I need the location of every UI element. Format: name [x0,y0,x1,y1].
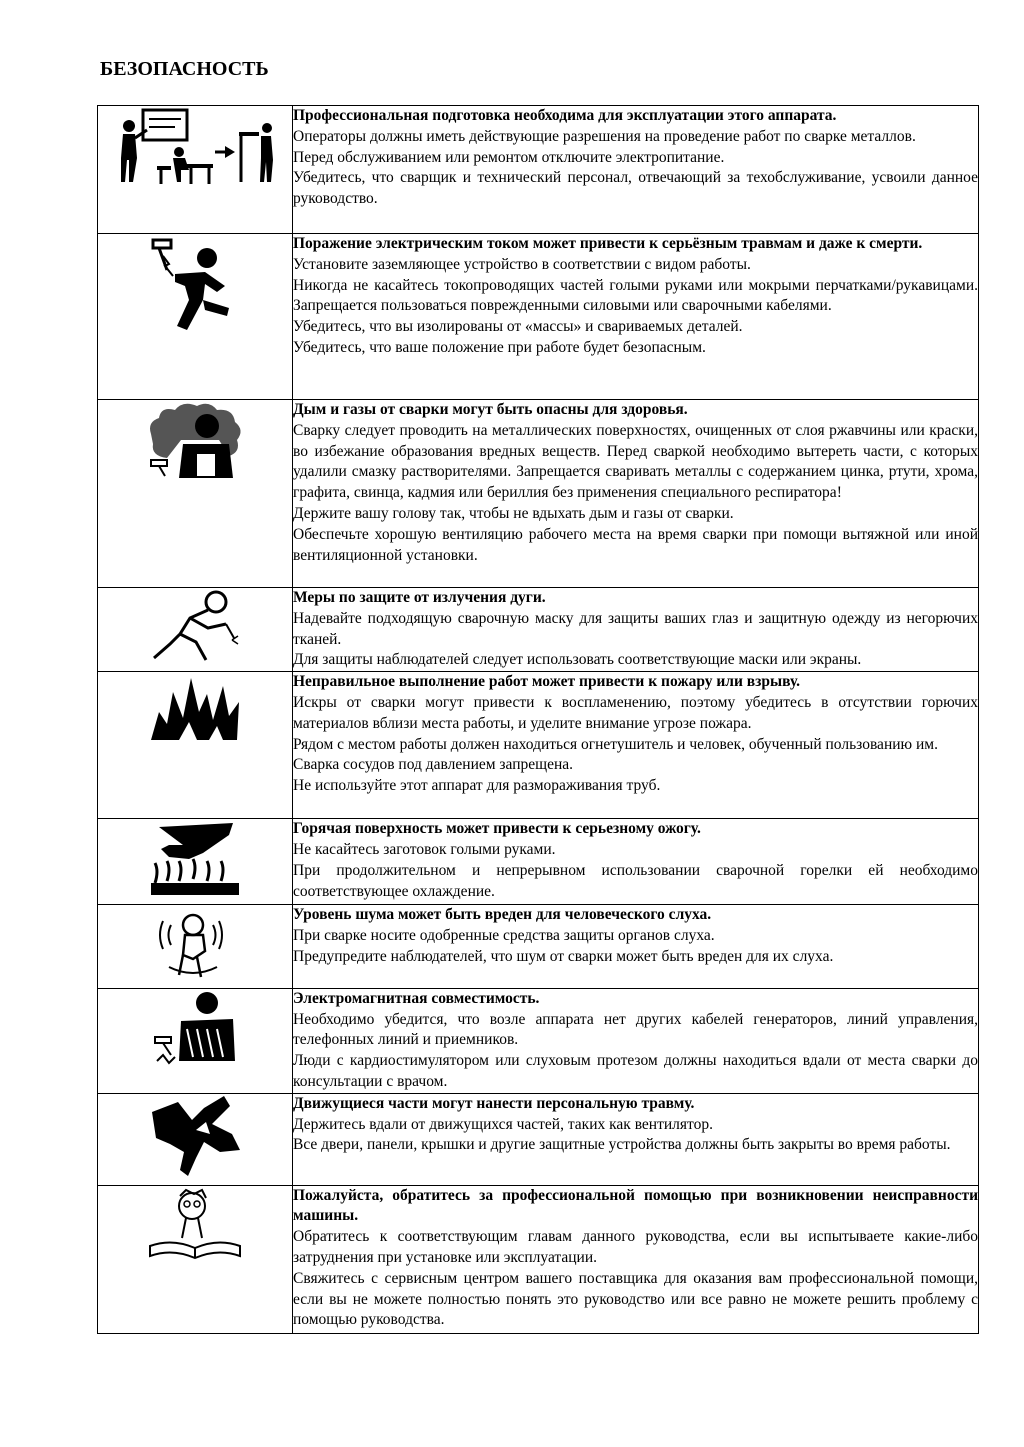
row-text: Держите вашу голову так, чтобы не вдыхать дым и газы от сварки. [293,504,734,522]
row-text: Операторы должны иметь действующие разрешения на проведение работ по сварке металлов. [293,127,916,145]
row-text: Убедитесь, что ваше положение при работе будет безопасным. [293,338,706,356]
professional-help-icon [146,1186,244,1262]
row-text: Рядом с местом работы должен находиться огнетушитель и человек, обученный пользованию им. [293,735,938,753]
row-heading: Неправильное выполнение работ может привести к пожару или взрыву. [293,673,801,691]
row-text: Сварку следует проводить на металлических поверхностях, очищенных от слоя ржавчины или краски, во избежание образования вредных веществ. Перед сваркой необходимо вытереть части, с которых удалили смазку растворителями. Запрещается сваривать металлы с содержанием цинка, ртути, хрома, графита, свинца, кадмия или бериллия без применения специального респиратора! [293,421,978,502]
row-heading: Дым и газы от сварки могут быть опасны для здоровья. [293,401,688,418]
row-heading: Движущиеся части могут нанести персональную травму. [293,1094,695,1112]
safety-row [98,588,979,672]
row-text: Обеспечьте хорошую вентиляцию рабочего места на время сварки при помощи вытяжной или иной вентиляционной установки. [293,525,978,564]
row-text: При сварке носите одобренные средства защиты органов слуха. [293,926,715,944]
row-text: Для защиты наблюдателей следует использовать соответствующие маски или экраны. [293,651,862,669]
text-cell [293,1093,979,1185]
row-heading: Уровень шума может быть вреден для человеческого слуха. [293,905,712,923]
row-text: Надевайте подходящую сварочную маску для защиты ваших глаз и защитную одежду из негорючих тканей. [293,609,978,648]
safety-row [98,400,979,588]
row-text: Никогда не касайтесь токопроводящих частей голыми руками или мокрыми перчатками/рукавицами. Запрещается пользоваться поврежденными силовыми или сварочными кабелями. [293,276,978,315]
row-text: Не касайтесь заготовок голыми руками. [293,840,556,858]
icon-cell [98,904,293,988]
welding-fumes-icon [145,400,245,480]
icon-cell [98,234,293,400]
row-text: Убедитесь, что вы изолированы от «массы» и свариваемых деталей. [293,318,743,336]
electromagnetic-icon [149,989,241,1071]
icon-cell [98,1185,293,1333]
row-text: Установите заземляющее устройство в соответствии с видом работы. [293,255,751,273]
row-text: Не используйте этот аппарат для размораживания труб. [293,777,661,795]
electric-shock-icon [145,234,245,334]
text-cell [293,1185,979,1333]
moving-parts-icon [148,1094,242,1178]
row-text: Сварка сосудов под давлением запрещена. [293,756,574,774]
row-heading: Профессиональная подготовка необходима для эксплуатации этого аппарата. [293,107,837,124]
row-heading: Электромагнитная совместимость. [293,989,540,1007]
safety-row [98,988,979,1093]
fire-icon [149,672,241,742]
row-text: При продолжительном и непрерывном использовании сварочной горелки ей необходимо соответствующее охлаждение. [293,861,978,900]
hot-surface-icon [149,819,241,897]
safety-row [98,904,979,988]
welder-mask-icon [150,588,240,664]
row-text: Свяжитесь с сервисным центром вашего поставщика для оказания вам профессиональной помощи, если вы не можете полностью понять это руководство или все равно не можете решить проблему с помощью руководства. [293,1269,978,1329]
text-cell [293,234,979,400]
icon-cell [98,400,293,588]
row-text: Обратитесь к соответствующим главам данного руководства, если вы испытываете какие-либо затруднения при установке или эксплуатации. [293,1228,978,1266]
text-cell [293,400,979,588]
row-text: Держитесь вдали от движущихся частей, таких как вентилятор. [293,1115,713,1133]
icon-cell [98,106,293,234]
row-heading: Пожалуйста, обратитесь за профессиональной помощью при возникновении неисправности машины. [293,1186,978,1225]
row-text: Все двери, панели, крышки и другие защитные устройства должны быть закрыты во время работы. [293,1136,951,1154]
icon-cell [98,672,293,819]
training-operators-icon [115,106,275,186]
row-text: Искры от сварки могут привести к воспламенению, поэтому убедитесь в отсутствии горючих материалов вблизи места работы, и уделите внимание угрозе пожара. [293,693,978,732]
row-text: Необходимо убедится, что возле аппарата нет других кабелей генераторов, линий управления, телефонных линий и приемников. [293,1010,978,1049]
safety-row [98,819,979,905]
icon-cell [98,819,293,905]
row-heading: Горячая поверхность может привести к серьезному ожогу. [293,820,701,838]
row-text: Перед обслуживанием или ремонтом отключите электропитание. [293,148,725,166]
icon-cell [98,588,293,672]
safety-row [98,234,979,400]
text-cell [293,588,979,672]
safety-row [98,672,979,819]
text-cell [293,988,979,1093]
text-cell [293,904,979,988]
safety-row [98,1185,979,1333]
row-heading: Меры по защите от излучения дуги. [293,589,546,606]
row-text: Предупредите наблюдателей, что шум от сварки может быть вреден для их слуха. [293,947,834,965]
safety-table [97,105,979,1334]
safety-row [98,106,979,234]
noise-icon [153,905,237,981]
page-title: БЕЗОПАСНОСТЬ [100,58,269,80]
row-text: Люди с кардиостимулятором или слуховым протезом должны находиться вдали от места сварки до консультации с врачом. [293,1052,978,1090]
safety-row [98,1093,979,1185]
text-cell [293,672,979,819]
icon-cell [98,988,293,1093]
row-text: Убедитесь, что сварщик и технический персонал, отвечающий за техобслуживание, усвоили данное руководство. [293,169,978,208]
text-cell [293,106,979,234]
text-cell [293,819,979,905]
row-heading: Поражение электрическим током может привести к серьёзным травмам и даже к смерти. [293,235,923,252]
icon-cell [98,1093,293,1185]
